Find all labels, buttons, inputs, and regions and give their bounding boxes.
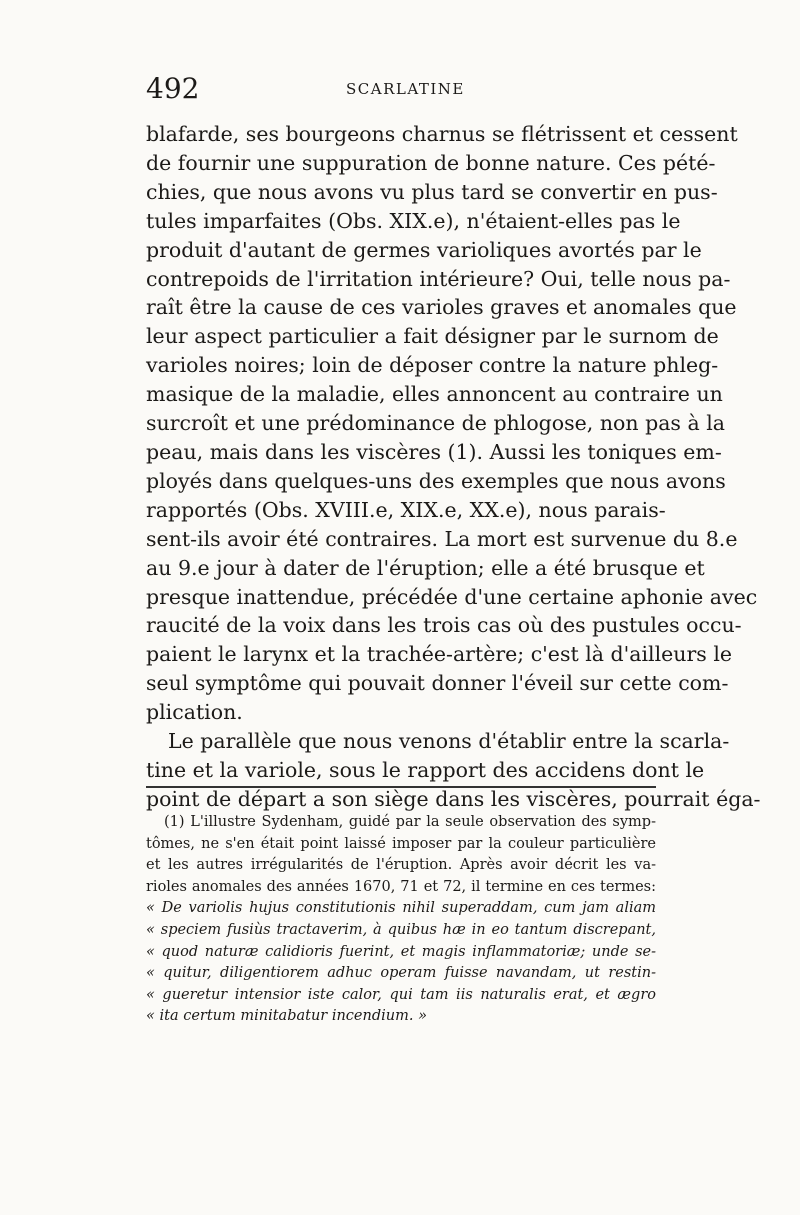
body-line: contrepoids de l'irritation intérieure? Oui, telle nous pa- bbox=[146, 266, 731, 291]
body-line: au 9.e jour à dater de l'éruption; elle a été brusque et bbox=[146, 555, 705, 580]
footnote-line: « quitur, diligentiorem adhuc operam fuisse navandam, ut restin- bbox=[146, 965, 656, 982]
running-title: SCARLATINE bbox=[346, 80, 465, 98]
body-line: varioles noires; loin de déposer contre la nature phleg- bbox=[146, 353, 719, 378]
page-number: 492 bbox=[146, 72, 200, 105]
body-line: tine et la variole, sous le rapport des accidens dont le bbox=[146, 757, 705, 782]
body-line: peau, mais dans les viscères (1). Aussi les toniques em- bbox=[146, 439, 722, 464]
footnote-divider bbox=[146, 786, 656, 788]
body-line: rapportés (Obs. XVIII.e, XIX.e, XX.e), nous parais- bbox=[146, 497, 666, 522]
body-line: raît être la cause de ces varioles graves et anomales que bbox=[146, 295, 737, 320]
footnote-line: (1) L'illustre Sydenham, guidé par la seule observation des symp- bbox=[164, 814, 656, 830]
footnote-line: et les autres irrégularités de l'éruption. Après avoir décrit les va- bbox=[146, 857, 656, 874]
body-line: seul symptôme qui pouvait donner l'éveil sur cette com- bbox=[146, 671, 729, 696]
body-line: ployés dans quelques-uns des exemples que nous avons bbox=[146, 468, 726, 493]
body-line: Le parallèle que nous venons d'établir entre la scarla- bbox=[168, 729, 730, 754]
footnote-line: rioles anomales des années 1670, 71 et 72, il termine en ces termes: bbox=[146, 878, 656, 895]
footnote-line: tômes, ne s'en était point laissé imposer par la couleur particulière bbox=[146, 835, 656, 852]
footnote-line: « ita certum minitabatur incendium. » bbox=[146, 1008, 427, 1025]
body-line: de fournir une suppuration de bonne nature. Ces pété- bbox=[146, 150, 716, 175]
body-line: masique de la maladie, elles annoncent au contraire un bbox=[146, 382, 723, 407]
body-line: tules imparfaites (Obs. XIX.e), n'étaient-elles pas le bbox=[146, 208, 681, 233]
body-line: paient le larynx et la trachée-artère; c'est là d'ailleurs le bbox=[146, 642, 733, 667]
body-line: chies, que nous avons vu plus tard se convertir en pus- bbox=[146, 179, 718, 204]
footnote-line: « De variolis hujus constitutionis nihil superaddam, cum jam aliam bbox=[146, 900, 656, 917]
footnote-line: « speciem fusiùs tractaverim, à quibus hæ in eo tantum discrepant, bbox=[146, 921, 656, 938]
body-line: blafarde, ses bourgeons charnus se flétrissent et cessent bbox=[146, 122, 738, 146]
body-line: leur aspect particulier a fait désigner par le surnom de bbox=[146, 324, 719, 349]
body-line: point de départ a son siège dans les viscères, pourrait éga- bbox=[146, 786, 761, 811]
body-line: produit d'autant de germes varioliques avortés par le bbox=[146, 237, 702, 262]
body-line: sent-ils avoir été contraires. La mort est survenue du 8.e bbox=[146, 526, 738, 551]
footnote bbox=[146, 812, 656, 1028]
body-line: surcroît et une prédominance de phlogose, non pas à la bbox=[146, 411, 725, 436]
footnote-line: « quod naturæ calidioris fuerint, et magis inflammatoriæ; unde se- bbox=[146, 943, 656, 960]
footnote-line: « gueretur intensior iste calor, qui tam iis naturalis erat, et ægro bbox=[146, 986, 656, 1003]
body-line: raucité de la voix dans les trois cas où des pustules occu- bbox=[146, 613, 742, 638]
body-line: presque inattendue, précédée d'une certaine aphonie avec bbox=[146, 584, 758, 609]
body-text bbox=[146, 120, 761, 814]
body-line: plication. bbox=[146, 700, 243, 725]
page-header bbox=[146, 72, 656, 112]
